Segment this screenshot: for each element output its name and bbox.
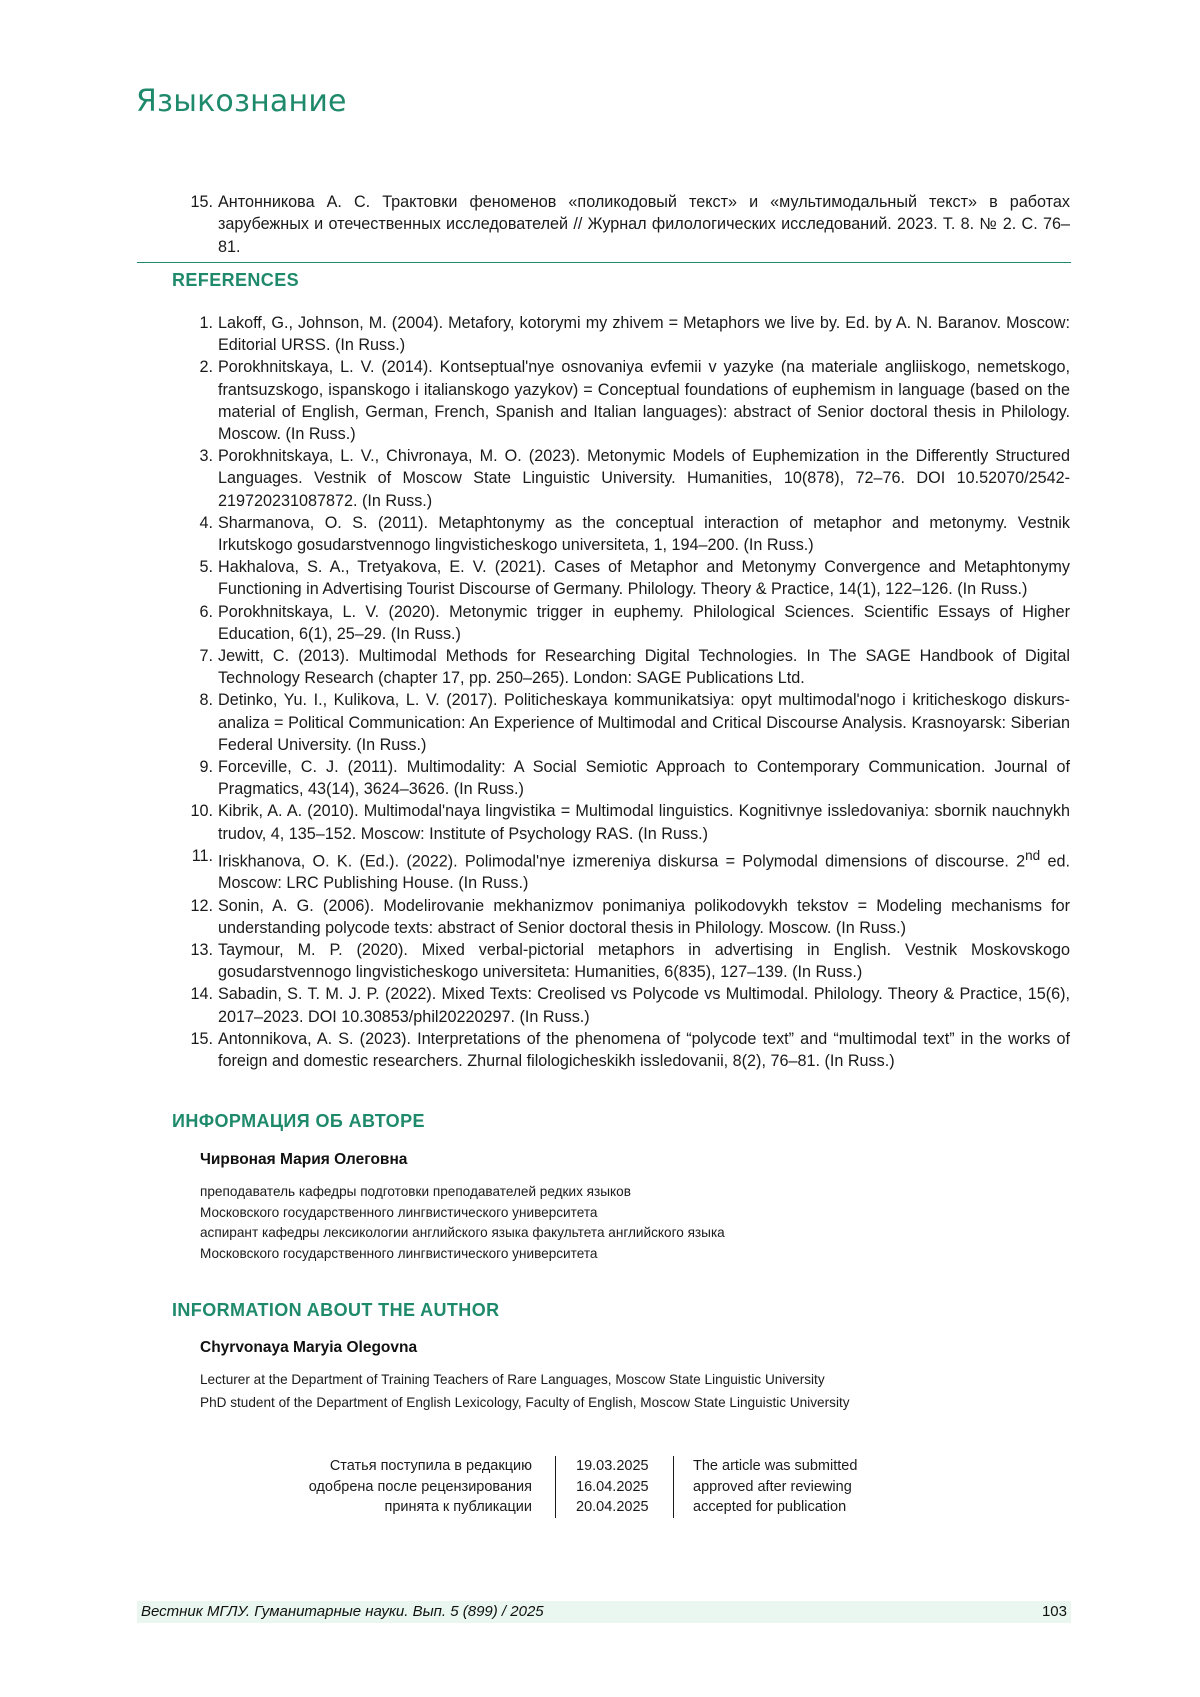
affiliation-line: Московского государственного лингвистического университета	[200, 1244, 725, 1265]
date-label-en: accepted for publication	[693, 1497, 857, 1518]
reference-item	[138, 845, 1070, 895]
dates-values	[576, 1456, 649, 1518]
reference-text: Taymour, M. P. (2020). Mixed verbal-pictorial metaphors in advertising in English. Vestnik Moskovskogo gosudarstvennogo lingvisticheskogo universiteta: Humanities, 6(835), 127–139. (In Russ.)	[218, 941, 1070, 981]
reference-item	[138, 689, 1070, 756]
reference-text: Iriskhanova, O. K. (Ed.). (2022). Polimodal'nye izmereniya diskursa = Polymodal dimensions of discourse. 2	[218, 852, 1025, 870]
reference-item	[138, 756, 1070, 800]
reference-text: Sharmanova, O. S. (2011). Metaphtonymy as the conceptual interaction of metaphor and metonymy. Vestnik Irkutskogo gosudarstvennogo lingvisticheskogo universiteta, 1, 194–200. (In Russ.)	[218, 514, 1070, 554]
author-affiliation-ru	[200, 1182, 725, 1264]
reference-number: 9.	[178, 756, 213, 778]
reference-item	[138, 983, 1070, 1027]
date-value: 20.04.2025	[576, 1497, 649, 1518]
reference-text: Antonnikova, A. S. (2023). Interpretations of the phenomena of “polycode text” and “multimodal text” in the works of foreign and domestic researchers. Zhurnal filologicheskikh issledovanii, 8(2), 76–81. (In Russ.)	[218, 1030, 1070, 1070]
author-name-ru: Чирвоная Мария Олеговна	[200, 1151, 407, 1169]
journal-title: Вестник МГЛУ. Гуманитарные науки. Вып. 5 (899) / 2025	[141, 1603, 544, 1620]
reference-number: 4.	[178, 512, 213, 534]
page-number: 103	[1042, 1603, 1067, 1620]
reference-item	[138, 601, 1070, 645]
reference-text: Sabadin, S. T. M. J. P. (2022). Mixed Texts: Creolised vs Polycode vs Multimodal. Philology. Theory & Practice, 15(6), 2017–2023. DOI 10.30853/phil20220297. (In Russ.)	[218, 985, 1070, 1025]
author-affiliation-en	[200, 1369, 850, 1414]
reference-number: 15.	[178, 191, 213, 213]
date-label-en: The article was submitted	[693, 1456, 857, 1477]
reference-text: Porokhnitskaya, L. V. (2020). Metonymic trigger in euphemy. Philological Sciences. Scientific Essays of Higher Education, 6(1), 25–29. (In Russ.)	[218, 603, 1070, 643]
dates-labels-ru	[270, 1456, 532, 1518]
reference-item	[138, 356, 1070, 445]
reference-item	[138, 556, 1070, 600]
author-info-heading-ru: ИНФОРМАЦИЯ ОБ АВТОРЕ	[172, 1111, 425, 1132]
reference-text: Kibrik, A. A. (2010). Multimodal'naya lingvistika = Multimodal linguistics. Kognitivnye issledovaniya: sbornik nauchnykh trudov, 4, 135–152. Moscow: Institute of Psychology RAS. (In Russ.)	[218, 802, 1070, 842]
reference-item	[138, 445, 1070, 512]
section-divider	[137, 262, 1071, 263]
reference-text: Антонникова А. С. Трактовки феноменов «поликодовый текст» и «мультимодальный текст» в работах зарубежных и отечественных исследователей // Журнал филологических исследований. 2023. Т. 8. № 2. С. 76–81.	[218, 193, 1070, 256]
reference-number: 12.	[178, 895, 213, 917]
reference-number: 15.	[178, 1028, 213, 1050]
column-divider	[555, 1456, 556, 1518]
affiliation-line: PhD student of the Department of English Lexicology, Faculty of English, Moscow State Linguistic University	[200, 1392, 850, 1415]
reference-item	[138, 939, 1070, 983]
date-label-ru: Статья поступила в редакцию	[270, 1456, 532, 1477]
reference-number: 3.	[178, 445, 213, 467]
page-footer	[137, 1601, 1071, 1623]
russian-reference-item	[138, 191, 1070, 258]
reference-item	[138, 645, 1070, 689]
russian-reference-list	[138, 191, 1070, 258]
affiliation-line: Московского государственного лингвистического университета	[200, 1203, 725, 1224]
reference-text: Lakoff, G., Johnson, M. (2004). Metafory, kotorymi my zhivem = Metaphors we live by. Ed. by A. N. Baranov. Moscow: Editorial URSS. (In Russ.)	[218, 314, 1070, 354]
column-divider	[673, 1456, 674, 1518]
reference-number: 2.	[178, 356, 213, 378]
affiliation-line: Lecturer at the Department of Training Teachers of Rare Languages, Moscow State Linguistic University	[200, 1369, 850, 1392]
section-title: Языкознание	[136, 84, 347, 119]
reference-item	[138, 312, 1070, 356]
affiliation-line: аспирант кафедры лексикологии английского языка факультета английского языка	[200, 1223, 725, 1244]
reference-item	[138, 800, 1070, 844]
reference-number: 5.	[178, 556, 213, 578]
references-heading: REFERENCES	[172, 270, 299, 291]
reference-item	[138, 1028, 1070, 1072]
reference-text: Porokhnitskaya, L. V., Chivronaya, M. O. (2023). Metonymic Models of Euphemization in the Differently Structured Languages. Vestnik of Moscow State Linguistic University. Humanities, 10(878), 72–76. DOI 10.52070/2542-219720231087872. (In Russ.)	[218, 447, 1070, 509]
reference-item	[138, 512, 1070, 556]
reference-item	[138, 895, 1070, 939]
reference-number: 6.	[178, 601, 213, 623]
reference-number: 13.	[178, 939, 213, 961]
reference-text: Hakhalova, S. A., Tretyakova, E. V. (2021). Cases of Metaphor and Metonymy Convergence and Metaphtonymy Functioning in Advertising Tourist Discourse of Germany. Philology. Theory & Practice, 14(1), 122–126. (In Russ.)	[218, 558, 1070, 598]
date-value: 16.04.2025	[576, 1477, 649, 1498]
dates-labels-en	[693, 1456, 857, 1518]
date-value: 19.03.2025	[576, 1456, 649, 1477]
affiliation-line: преподаватель кафедры подготовки преподавателей редких языков	[200, 1182, 725, 1203]
date-label-en: approved after reviewing	[693, 1477, 857, 1498]
date-label-ru: одобрена после рецензирования	[270, 1477, 532, 1498]
reference-number: 11.	[178, 845, 213, 867]
date-label-ru: принята к публикации	[270, 1497, 532, 1518]
reference-number: 1.	[178, 312, 213, 334]
superscript: nd	[1025, 848, 1040, 863]
reference-text-cont: ed. Moscow: LRC Publishing House. (In Russ.)	[218, 852, 1070, 892]
reference-text: Jewitt, C. (2013). Multimodal Methods for Researching Digital Technologies. In The SAGE Handbook of Digital Technology Research (chapter 17, pp. 250–265). London: SAGE Publications Ltd.	[218, 647, 1070, 687]
author-info-heading-en: INFORMATION ABOUT THE AUTHOR	[172, 1300, 500, 1321]
reference-number: 14.	[178, 983, 213, 1005]
reference-text: Detinko, Yu. I., Kulikova, L. V. (2017). Politicheskaya kommunikatsiya: opyt multimodal'nogo i kriticheskogo diskurs-analiza = Political Communication: An Experience of Multimodal and Critical Discourse Analysis. Krasnoyarsk: Siberian Federal University. (In Russ.)	[218, 691, 1070, 753]
reference-text: Sonin, A. G. (2006). Modelirovanie mekhanizmov ponimaniya polikodovykh tekstov = Modeling mechanisms for understanding polycode texts: abstract of Senior doctoral thesis in Philology. Moscow. (In Russ.)	[218, 897, 1070, 937]
author-name-en: Chyrvonaya Maryia Olegovna	[200, 1339, 417, 1357]
reference-text: Forceville, C. J. (2011). Multimodality: A Social Semiotic Approach to Contemporary Communication. Journal of Pragmatics, 43(14), 3624–3626. (In Russ.)	[218, 758, 1070, 798]
reference-number: 8.	[178, 689, 213, 711]
reference-text: Porokhnitskaya, L. V. (2014). Kontseptual'nye osnovaniya evfemii v yazyke (na materiale angliiskogo, nemetskogo, frantsuzskogo, ispanskogo i italianskogo yazykov) = Conceptual foundations of euphemism in language (based on the material of English, German, French, Spanish and Italian languages): abstract of Senior doctoral thesis in Philology. Moscow. (In Russ.)	[218, 358, 1070, 443]
references-list	[138, 312, 1070, 1072]
reference-number: 10.	[178, 800, 213, 822]
reference-number: 7.	[178, 645, 213, 667]
